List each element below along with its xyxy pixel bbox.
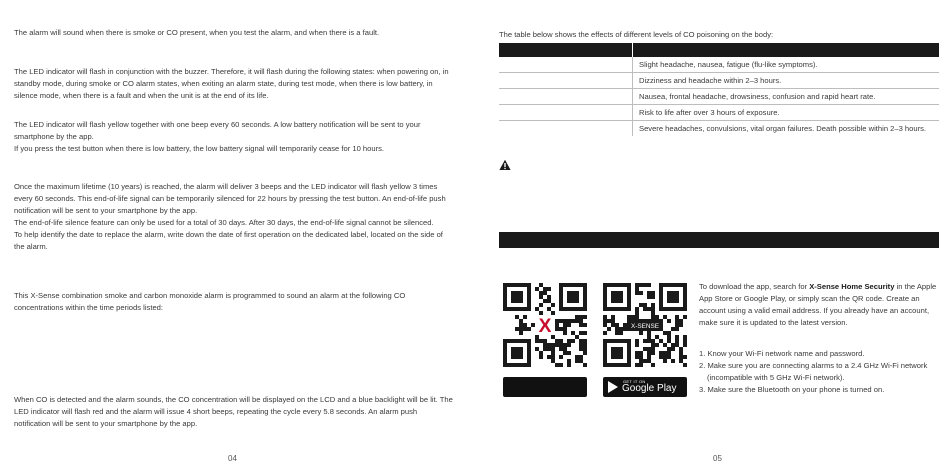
table-cell-effect: Slight headache, nausea, fatigue (flu-like symptoms). — [633, 57, 940, 73]
table-header-row — [499, 43, 939, 57]
table-header-concentration — [499, 43, 633, 57]
replace-date-text: To help identify the date to replace the alarm, write down the date of first operation on the dedicated label, located on the side of the alarm. — [14, 230, 443, 251]
table-row — [499, 57, 939, 73]
google-play-small-label: GET IT ON — [623, 379, 646, 384]
co-concentration-paragraph — [14, 290, 454, 314]
list-item: 3. Make sure the Bluetooth on your phone is turned on. — [699, 385, 885, 394]
right-page — [475, 0, 950, 467]
table-row — [499, 89, 939, 105]
table-cell-level — [499, 121, 633, 137]
table-cell-level — [499, 57, 633, 73]
table-header-effects — [633, 43, 940, 57]
table-cell-effect: Dizziness and headache within 2–3 hours. — [633, 73, 940, 89]
qr-code-icon-ios — [503, 283, 587, 367]
end-of-life-text: Once the maximum lifetime (10 years) is reached, the alarm will deliver 3 beeps and the LED indicator will flash yellow 3 times every 60 seconds. This end-of-life signal can be temporarily silenced for 22 hours by pressing the test button. An end-of-life push notification will be sent to your smartphone by the app. — [14, 182, 446, 215]
table-cell-effect: Nausea, frontal headache, drowsiness, confusion and rapid heart rate. — [633, 89, 940, 105]
table-cell-effect: Risk to life after over 3 hours of exposure. — [633, 105, 940, 121]
section-header-bar — [499, 232, 939, 248]
google-play-badge[interactable] — [603, 377, 687, 397]
led-indicator-paragraph — [14, 66, 454, 102]
table-cell-level — [499, 73, 633, 89]
app-text-prefix: To download the app, search for — [699, 282, 810, 291]
alarm-sound-text: The alarm will sound when there is smoke or CO present, when you test the alarm, and when there is a fault. — [14, 28, 380, 37]
qr-brand-mark: X — [538, 315, 552, 337]
warning-triangle-icon — [499, 159, 511, 171]
app-text-suffix: in the Apple App Store or Google Play, or simply scan the QR code. Create an account using a valid email address. If you already have an account, make sure it is updated to the latest version. — [699, 282, 937, 327]
low-battery-text: The LED indicator will flash yellow together with one beep every 60 seconds. A low battery notification will be sent to your smartphone by the app. — [14, 120, 421, 141]
low-battery-paragraph — [14, 119, 454, 155]
table-row — [499, 121, 939, 137]
co-effects-table — [499, 43, 939, 136]
list-item: 1. Know your Wi-Fi network name and password. — [699, 349, 865, 358]
app-store-badge[interactable] — [503, 377, 587, 397]
google-play-icon — [608, 381, 618, 393]
page-number-right: 05 — [713, 454, 722, 463]
table-row — [499, 73, 939, 89]
table-intro: The table below shows the effects of different levels of CO poisoning on the body: — [499, 30, 774, 39]
co-concentration-text: This X-Sense combination smoke and carbon monoxide alarm is programmed to sound an alarm at the following CO concentrations within the time periods listed: — [14, 291, 406, 312]
end-of-life-silence-text: The end-of-life silence feature can only be used for a total of 30 days. After 30 days, the end-of-life signal cannot be silenced. — [14, 218, 434, 227]
table-cell-effect: Severe headaches, convulsions, vital organ failures. Death possible within 2–3 hours. — [639, 124, 927, 133]
app-download-instructions — [699, 281, 939, 329]
table-row — [499, 105, 939, 121]
alarm-sound-paragraph — [14, 27, 454, 39]
app-name: X-Sense Home Security — [809, 282, 895, 291]
list-item: 2. Make sure you are connecting alarms to a 2.4 GHz Wi-Fi network (incompatible with 5 GHz Wi-Fi network). — [699, 361, 928, 382]
table-cell-level — [499, 105, 633, 121]
qr-code-icon-android — [603, 283, 687, 367]
low-battery-test-text: If you press the test button when there is low battery, the low battery signal will temporarily cease for 10 hours. — [14, 144, 385, 153]
end-of-life-paragraph — [14, 181, 454, 253]
led-indicator-text: The LED indicator will flash in conjunction with the buzzer. Therefore, it will flash during the following states: when powering on, in standby mode, during smoke or CO alarm states, when exiting an alarm state, during test mode, when there is low battery, in silence mode, when there is a fault and when the unit is at the end of its life. — [14, 67, 449, 100]
page-number-left: 04 — [228, 454, 237, 463]
setup-steps-list — [699, 348, 939, 396]
qr-brand-label: X-SENSE — [630, 323, 660, 331]
co-detected-text: When CO is detected and the alarm sounds, the CO concentration will be displayed on the LCD and a blue backlight will be lit. The LED indicator will flash red and the alarm will issue 4 short beeps, repeating the cycle every 5.8 seconds. An alarm push notification will be sent to your smartphone by the app. — [14, 395, 453, 428]
table-cell-level — [499, 89, 633, 105]
co-detected-paragraph — [14, 394, 454, 430]
google-play-label: Google Play — [622, 383, 677, 394]
